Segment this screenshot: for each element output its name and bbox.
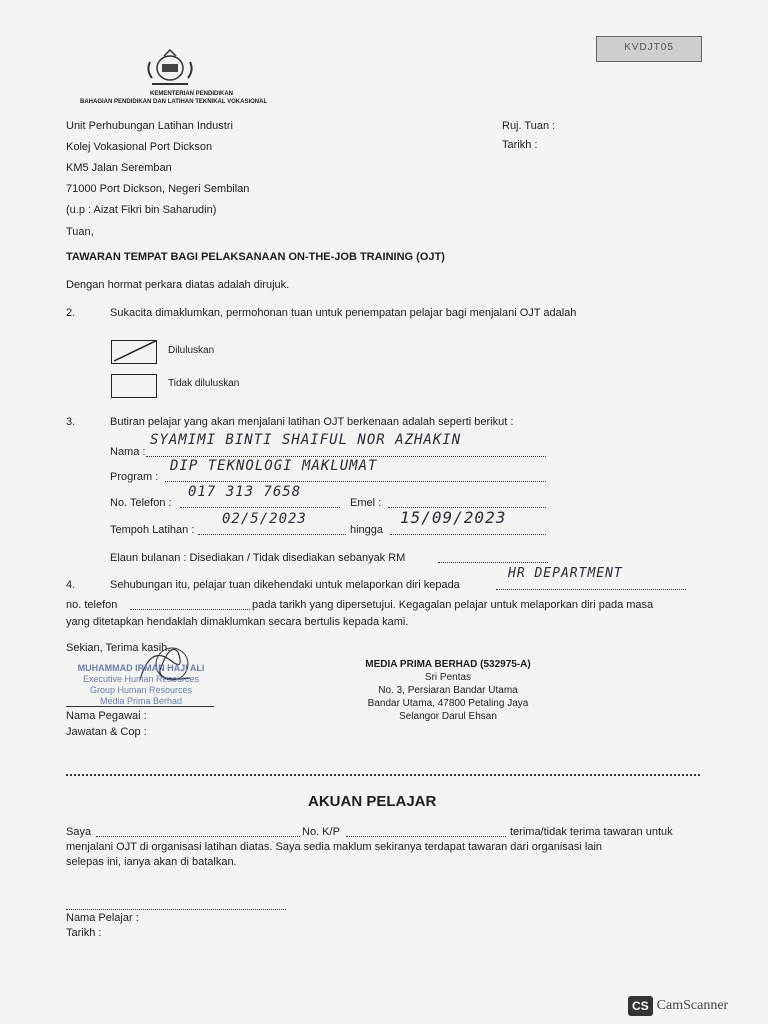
closing-text: Sekian, Terima kasih.: [66, 642, 171, 654]
tempoh-from-value[interactable]: 02/5/2023: [222, 511, 307, 527]
not-approved-label: Tidak diluluskan: [168, 378, 240, 389]
camscanner-label: CamScanner: [656, 998, 729, 1013]
akuan-saya-line[interactable]: [96, 825, 300, 837]
tarikh-label: Tarikh :: [502, 139, 538, 151]
camscanner-logo-icon: CS: [628, 996, 653, 1016]
para4-tel-label: no. telefon: [66, 599, 118, 611]
akuan-title: AKUAN PELAJAR: [308, 793, 437, 810]
form-code: KVDJT05: [596, 36, 702, 62]
tel-value[interactable]: 017 313 7658: [188, 484, 302, 500]
company-address-1: Sri Pentas: [424, 672, 472, 683]
salutation: Tuan,: [66, 226, 94, 238]
para4-text-1: Sehubungan itu, pelajar tuan dikehendaki untuk melaporkan diri kepada: [110, 579, 460, 591]
tel-label: No. Telefon :: [110, 497, 172, 509]
tempoh-to-value[interactable]: 15/09/2023: [400, 508, 507, 527]
hingga-label: hingga: [350, 524, 384, 536]
company-name: MEDIA PRIMA BERHAD (532975-A): [365, 659, 531, 670]
officer-title-1: Executive Human Resources: [82, 674, 200, 684]
address-line-5: (u.p : Aizat Fikri bin Saharudin): [66, 204, 217, 216]
elaun-text: Elaun bulanan : Disediakan / Tidak disediakan sebanyak RM: [110, 552, 406, 564]
camscanner-watermark: [628, 994, 728, 1018]
emel-line[interactable]: [388, 496, 546, 508]
division-name: BAHAGIAN PENDIDIKAN DAN LATIHAN TEKNIKAL VOKASIONAL: [80, 99, 268, 105]
para4-text-3: yang ditetapkan hendaklah dimaklumkan secara bertulis kepada kami.: [66, 616, 409, 628]
company-stamp: [348, 658, 548, 723]
student-name-label: Nama Pelajar :: [66, 912, 139, 924]
officer-name-label: Nama Pegawai :: [66, 710, 147, 722]
para3-text: Butiran pelajar yang akan menjalani latihan OJT berkenaan adalah seperti berikut :: [110, 416, 514, 428]
para4-tel-line[interactable]: [130, 598, 250, 610]
address-line-1: Unit Perhubungan Latihan Industri: [66, 120, 233, 132]
section-divider: [66, 774, 700, 776]
officer-name: MUHAMMAD IRMAN HAJI ALI: [77, 663, 205, 673]
elaun-line[interactable]: [438, 551, 548, 563]
officer-stamp: [66, 663, 216, 707]
address-line-3: KM5 Jalan Seremban: [66, 162, 172, 174]
akuan-nokp-line[interactable]: [346, 825, 506, 837]
para2-text: Sukacita dimaklumkan, permohonan tuan untuk penempatan pelajar bagi menjalani OJT adalah: [110, 307, 577, 319]
officer-title-2: Group Human Resources: [89, 685, 193, 695]
para4-text-2: pada tarikh yang dipersetujui. Kegagalan pelajar untuk melaporkan diri pada masa: [252, 599, 654, 611]
company-address-2: No. 3, Persiaran Bandar Utama: [378, 685, 518, 696]
akuan-text-3: selepas ini, ianya akan di batalkan.: [66, 856, 237, 868]
para4-number: 4.: [66, 579, 76, 591]
address-line-2: Kolej Vokasional Port Dickson: [66, 141, 213, 153]
program-value[interactable]: DIP TEKNOLOGI MAKLUMAT: [170, 458, 378, 474]
program-label: Program :: [110, 471, 159, 483]
akuan-nokp-label: No. K/P: [302, 826, 340, 838]
address-line-4: 71000 Port Dickson, Negeri Sembilan: [66, 183, 250, 195]
approved-checkbox[interactable]: [111, 340, 157, 364]
student-date-label: Tarikh :: [66, 927, 102, 939]
signature-line: [66, 706, 214, 707]
check-mark-icon: [112, 341, 156, 363]
emel-label: Emel :: [350, 497, 382, 509]
officer-title-3: Media Prima Berhad: [99, 696, 183, 706]
crest-logo: [142, 48, 198, 88]
company-address-4: Selangor Darul Ehsan: [399, 711, 497, 722]
para2-number: 2.: [66, 307, 76, 319]
akuan-terima-text: terima/tidak terima tawaran untuk: [510, 826, 673, 838]
akuan-text-2: menjalani OJT di organisasi latihan diatas. Saya sedia maklum sekiranya terdapat tawaran dari organisasi lain: [66, 841, 603, 853]
intro-text: Dengan hormat perkara diatas adalah dirujuk.: [66, 279, 290, 291]
approved-label: Diluluskan: [168, 345, 215, 356]
akuan-saya-label: Saya: [66, 826, 92, 838]
subject-title: TAWARAN TEMPAT BAGI PELAKSANAAN ON-THE-JOB TRAINING (OJT): [66, 251, 445, 263]
tempoh-label: Tempoh Latihan :: [110, 524, 195, 536]
nama-value[interactable]: SYAMIMI BINTI SHAIFUL NOR AZHAKIN: [150, 432, 462, 448]
not-approved-checkbox[interactable]: [111, 374, 157, 398]
para4-value[interactable]: HR DEPARTMENT: [508, 566, 623, 581]
officer-position-label: Jawatan & Cop :: [66, 726, 147, 738]
ruj-label: Ruj. Tuan :: [502, 120, 556, 132]
company-address-3: Bandar Utama, 47800 Petaling Jaya: [367, 698, 529, 709]
student-signature-line[interactable]: [66, 898, 286, 910]
ministry-name: KEMENTERIAN PENDIDIKAN: [150, 91, 234, 97]
para3-number: 3.: [66, 416, 76, 428]
nama-label: Nama :: [110, 446, 146, 458]
